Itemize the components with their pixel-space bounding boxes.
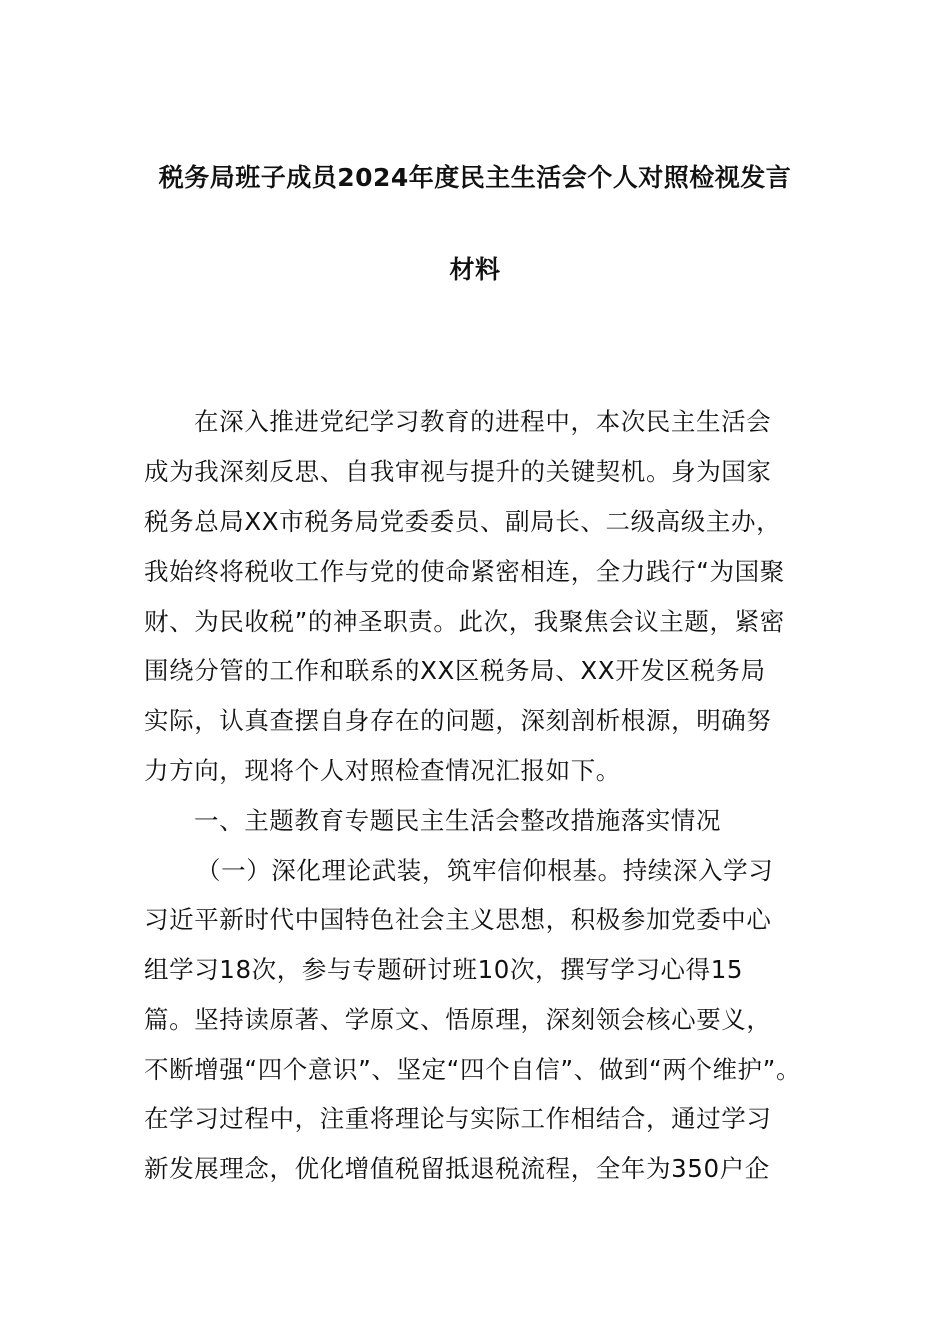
document-title-line-2: 材料 [449,255,501,284]
intro-paragraph-line: 实际，认真查摆自身存在的问题，深刻剖析根源，明确努 [144,706,772,735]
document-title-line-1: 税务局班子成员2024年度民主生活会个人对照检视发言 [158,163,792,192]
subsection-paragraph-line: （一）深化理论武装，筑牢信仰根基。持续深入学习 [196,856,774,885]
intro-paragraph-line: 财、为民收税”的神圣职责。此次，我聚焦会议主题，紧密 [144,607,785,636]
subsection-paragraph-line: 习近平新时代中国特色社会主义思想，积极参加党委中心 [144,905,772,934]
subsection-paragraph-line: 新发展理念，优化增值税留抵退税流程，全年为350户企 [144,1154,770,1183]
intro-paragraph-line: 围绕分管的工作和联系的XX区税务局、XX开发区税务局 [144,656,766,685]
subsection-paragraph-line: 不断增强“四个意识”、坚定“四个自信”、做到“两个维护”。 [144,1055,802,1084]
subsection-paragraph-line: 篇。坚持读原著、学原文、悟原理，深刻领会核心要义， [144,1005,772,1034]
intro-paragraph-line: 力方向，现将个人对照检查情况汇报如下。 [144,756,621,785]
intro-paragraph-line: 成为我深刻反思、自我审视与提升的关键契机。身为国家 [144,457,772,486]
subsection-paragraph-line: 在学习过程中，注重将理论与实际工作相结合，通过学习 [144,1104,772,1133]
section-heading: 一、主题教育专题民主生活会整改措施落实情况 [194,806,722,835]
intro-paragraph-line: 税务总局XX市税务局党委委员、副局长、二级高级主办， [144,507,782,536]
intro-paragraph-line: 我始终将税收工作与党的使命紧密相连，全力践行“为国聚 [144,557,785,586]
subsection-paragraph-line: 组学习18次，参与专题研讨班10次，撰写学习心得15 [144,955,744,984]
intro-paragraph-line: 在深入推进党纪学习教育的进程中，本次民主生活会 [194,407,772,436]
